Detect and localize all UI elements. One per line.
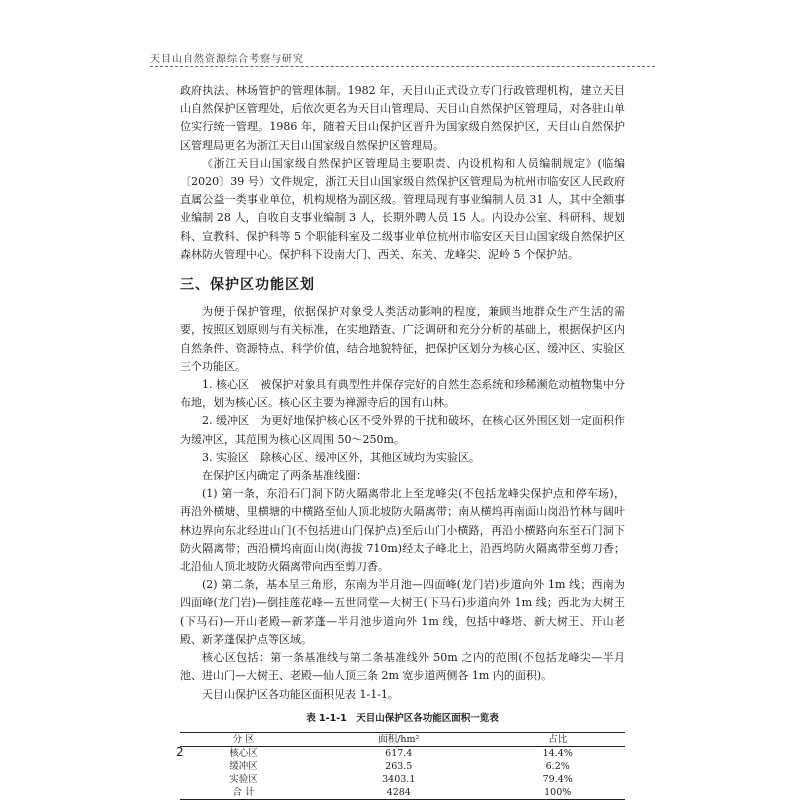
table-cell: 缓冲区 [229,760,258,772]
table-header-row [180,732,625,746]
table-row [180,760,625,773]
table-cell: 核心区 [229,747,258,759]
table-header-cell: 占比 [548,733,568,745]
paragraph: 《浙江天目山国家级自然保护区管理局主要职责、内设机构和人员编制规定》(临编〔2020〕39 号）文件规定，浙江天目山国家级自然保护区管理局为杭州市临安区人民政府直属公益一类事业单位，机构规格为副区级。管理局现有事业编制人员 31 人，其中全额事业编制 28 人，自收自支事业编制 3 人，长期外聘人员 15 人。内设办公室、科研科、规划科、宣教科、保护科等 5 个职能科室及二级事业单位杭州市临安区天目山国家级自然保护区森林防火管理中心。保护科下设南大门、西关、东关、龙峰尖、泥岭 5 个保护站。 [180,156,625,261]
table-cell: 263.5 [385,760,413,772]
table-header-cell: 分 区 [232,733,255,745]
table-header-cell: 面积/hm² [378,733,420,745]
table-cell: 实验区 [229,773,258,785]
page-body [180,82,625,800]
table-cell: 14.4% [542,747,573,759]
table-cell: 3403.1 [382,773,416,785]
paragraph: (1) 第一条，东沿石门洞下防火隔离带北上至龙峰尖(不包括龙峰尖保护点和停车场)，再沿外横塘、里横塘的中横路至仙人顶北坡防火隔离带；南从横坞再南面山岗沿竹林与阔叶林边界向东北经进山门(不包括进山门保护点)至后山门小横路，再沿小横路向东至石门洞下防火隔离带；西沿横坞南面山岗(海拔 710m)经太子峰北上，沿西坞防火隔离带至剪刀香；北沿仙人顶北坡防火隔离带向西至剪刀香。 [180,487,625,574]
paragraph: 政府执法、林场管护的管理体制。1982 年，天目山正式设立专门行政管理机构，建立天目山自然保护区管理处，后依次更名为天目山管理局、天目山自然保护区管理局，对各驻山单位实行统一管理。1986 年，随着天目山保护区晋升为国家级自然保护区，天目山自然保护区管理局更名为浙江天目山国家级自然保护区管理局。 [180,84,625,152]
running-header: 天目山自然资源综合考察与研究 [150,54,304,65]
section-heading: 三、保护区功能区划 [180,277,315,294]
paragraph: 1. 核心区 被保护对象具有典型性并保存完好的自然生态系统和珍稀濒危动植物集中分布地，划为核心区。核心区主要为禅源寺后的国有山林。 [180,378,625,410]
paragraph: 为便于保护管理，依据保护对象受人类活动影响的程度，兼顾当地群众生产生活的需要，按照区划原则与有关标准，在实地踏查、广泛调研和充分分析的基础上，根据保护区内自然条件、资源特点、科学价值，结合地貌特征，把保护区划分为核心区、缓冲区、实验区三个功能区。 [180,305,625,373]
table-caption: 表 1-1-1 天目山保护区各功能区面积一览表 [306,712,499,724]
paragraph: 在保护区内确定了两条基准线圈： [202,469,367,483]
table-cell: 合 计 [232,786,255,798]
table-row [180,773,625,786]
table-cell: 617.4 [385,747,413,759]
paragraph: 核心区包括：第一条基准线与第二条基准线外 50m 之内的范围(不包括龙峰尖—半月池、进山门—大树王、老殿—仙人顶三条 2m 宽步道两侧各 1m 内的面积)。 [180,651,625,683]
paragraph: (2) 第二条，基本呈三角形，东南为半月池—四面峰(龙门岩)步道向外 1m 线；西南为四面峰(龙门岩)—倒挂莲花峰—五世同堂—大树王(下马石)步道向外 1m 线；西北为大树王(下马石)—开山老殿—新茅蓬—半月池步道向外 1m 线，包括中峰塔、新大树王、开山老殿、新茅蓬保护点等区域。 [180,578,625,646]
paragraph: 3. 实验区 除核心区、缓冲区外，其他区域均为实验区。 [202,450,480,464]
table-cell: 100% [544,786,572,798]
table-cell: 4284 [386,786,411,798]
table-cell: 6.2% [545,760,570,772]
paragraph: 2. 缓冲区 为更好地保护核心区不受外界的干扰和破坏，在核心区外围区划一定面积作为缓冲区，其范围为核心区周围 50～250m。 [180,414,625,446]
table-cell: 79.4% [542,773,573,785]
page-number: 2 [176,745,184,759]
area-table [180,732,625,800]
table-row [180,746,625,760]
table-row [180,786,625,800]
header-divider [150,66,655,67]
paragraph: 天目山保护区各功能区面积见表 1-1-1。 [202,687,399,701]
